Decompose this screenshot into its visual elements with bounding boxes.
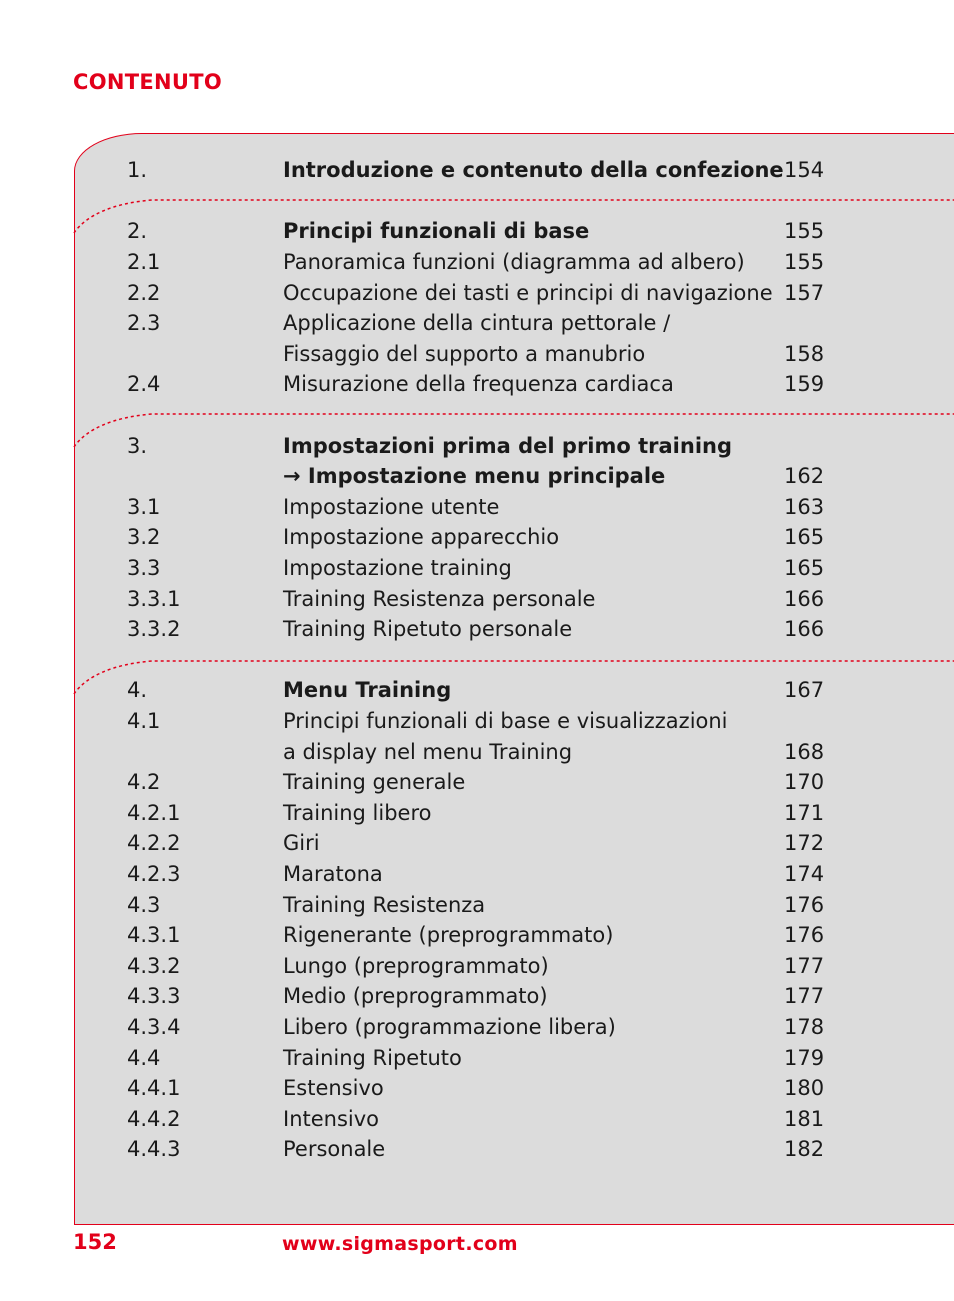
toc-page-number: 165: [784, 556, 825, 580]
toc-entry[interactable]: [0, 369, 954, 399]
toc-entry[interactable]: [0, 706, 954, 736]
toc-number: 4.2.3: [127, 862, 181, 886]
section-divider: [74, 395, 954, 435]
toc-number: 4.1: [127, 709, 161, 733]
toc-entry[interactable]: [0, 737, 954, 767]
toc-entry[interactable]: [0, 951, 954, 981]
toc-title: Maratona: [283, 862, 383, 886]
toc-title: Impostazione apparecchio: [283, 525, 560, 549]
toc-page-number: 176: [784, 893, 825, 917]
website-link[interactable]: www.sigmasport.com: [282, 1233, 518, 1255]
toc-number: 4.3.3: [127, 984, 181, 1008]
toc-page-number: 168: [784, 740, 825, 764]
toc-number: 2.: [127, 219, 148, 243]
toc-page-number: 170: [784, 770, 825, 794]
toc-number: 4.3: [127, 893, 161, 917]
toc-entry[interactable]: [0, 981, 954, 1011]
toc-number: 4.2: [127, 770, 161, 794]
toc-page-number: 163: [784, 495, 825, 519]
toc-number: 1.: [127, 158, 148, 182]
toc-title: Training Ripetuto: [283, 1046, 462, 1070]
toc-entry[interactable]: [0, 247, 954, 277]
toc-page-number: 157: [784, 281, 825, 305]
toc-entry[interactable]: [0, 492, 954, 522]
toc-entry[interactable]: [0, 1043, 954, 1073]
toc-title: Training Resistenza: [283, 893, 486, 917]
toc-entry[interactable]: [0, 920, 954, 950]
toc-entry[interactable]: [0, 278, 954, 308]
toc-title: Training generale: [283, 770, 466, 794]
toc-title: Impostazione utente: [283, 495, 500, 519]
toc-entry[interactable]: [0, 798, 954, 828]
toc-entry[interactable]: [0, 1073, 954, 1103]
toc-page-number: 165: [784, 525, 825, 549]
toc-title: Personale: [283, 1137, 386, 1161]
toc-entry[interactable]: [0, 1104, 954, 1134]
toc-title: Estensivo: [283, 1076, 384, 1100]
toc-title: Misurazione della frequenza cardiaca: [283, 372, 674, 396]
toc-title: Applicazione della cintura pettorale /: [283, 311, 671, 335]
toc-entry[interactable]: [0, 339, 954, 369]
toc-page-number: 176: [784, 923, 825, 947]
toc-entry[interactable]: [0, 522, 954, 552]
toc-entry[interactable]: [0, 155, 954, 185]
toc-entry[interactable]: [0, 553, 954, 583]
toc-title: Impostazioni prima del primo training: [283, 434, 733, 458]
toc-page-number: 177: [784, 954, 825, 978]
toc-page-number: 179: [784, 1046, 825, 1070]
toc-page-number: 154: [784, 158, 825, 182]
toc-page-number: 182: [784, 1137, 825, 1161]
toc-entry[interactable]: [0, 767, 954, 797]
toc-entry[interactable]: [0, 890, 954, 920]
toc-number: 2.4: [127, 372, 161, 396]
toc-page-number: 167: [784, 678, 825, 702]
toc-number: 3.1: [127, 495, 161, 519]
toc-page-number: 166: [784, 617, 825, 641]
toc-number: 4.4.3: [127, 1137, 181, 1161]
toc-page-number: 177: [784, 984, 825, 1008]
toc-title: Menu Training: [283, 678, 452, 702]
toc-page-number: 155: [784, 219, 825, 243]
toc-number: 3.: [127, 434, 148, 458]
toc-number: 4.3.2: [127, 954, 181, 978]
toc-entry[interactable]: [0, 431, 954, 461]
toc-entry[interactable]: [0, 461, 954, 491]
toc-title: → Impostazione menu principale: [283, 464, 666, 488]
toc-page-number: 155: [784, 250, 825, 274]
toc-entry[interactable]: [0, 614, 954, 644]
toc-title: a display nel menu Training: [283, 740, 573, 764]
toc-title: Training Ripetuto personale: [283, 617, 573, 641]
toc-entry[interactable]: [0, 675, 954, 705]
toc-entry[interactable]: [0, 1012, 954, 1042]
toc-page-number: 171: [784, 801, 825, 825]
toc-number: 4.3.4: [127, 1015, 181, 1039]
toc-page-number: 166: [784, 587, 825, 611]
toc-number: 3.3.2: [127, 617, 181, 641]
toc-number: 4.4: [127, 1046, 161, 1070]
toc-number: 3.3: [127, 556, 161, 580]
toc-title: Impostazione training: [283, 556, 512, 580]
toc-title: Principi funzionali di base: [283, 219, 590, 243]
toc-number: 4.4.1: [127, 1076, 181, 1100]
toc-number: 4.2.2: [127, 831, 181, 855]
toc-entry[interactable]: [0, 828, 954, 858]
toc-page-number: 174: [784, 862, 825, 886]
toc-entry[interactable]: [0, 584, 954, 614]
toc-page-number: 158: [784, 342, 825, 366]
toc-page-number: 180: [784, 1076, 825, 1100]
section-divider: [74, 181, 954, 221]
toc-number: 2.1: [127, 250, 161, 274]
page-number: 152: [73, 1230, 117, 1254]
page-title: CONTENUTO: [73, 70, 223, 94]
toc-number: 3.3.1: [127, 587, 181, 611]
toc-page-number: 172: [784, 831, 825, 855]
toc-title: Training Resistenza personale: [283, 587, 596, 611]
toc-page-number: 159: [784, 372, 825, 396]
toc-entry[interactable]: [0, 216, 954, 246]
toc-title: Fissaggio del supporto a manubrio: [283, 342, 646, 366]
toc-page-number: 162: [784, 464, 825, 488]
toc-number: 4.3.1: [127, 923, 181, 947]
toc-page-number: 178: [784, 1015, 825, 1039]
toc-entry[interactable]: [0, 859, 954, 889]
toc-page-number: 181: [784, 1107, 825, 1131]
toc-title: Panoramica funzioni (diagramma ad albero): [283, 250, 745, 274]
toc-title: Intensivo: [283, 1107, 380, 1131]
toc-number: 4.2.1: [127, 801, 181, 825]
toc-entry[interactable]: [0, 1134, 954, 1164]
toc-title: Training libero: [283, 801, 432, 825]
toc-number: 2.3: [127, 311, 161, 335]
toc-number: 4.4.2: [127, 1107, 181, 1131]
toc-title: Medio (preprogrammato): [283, 984, 548, 1008]
toc-title: Principi funzionali di base e visualizzazioni: [283, 709, 728, 733]
toc-title: Libero (programmazione libera): [283, 1015, 616, 1039]
toc-number: 4.: [127, 678, 148, 702]
toc-number: 3.2: [127, 525, 161, 549]
toc-title: Giri: [283, 831, 320, 855]
toc-number: 2.2: [127, 281, 161, 305]
toc-title: Lungo (preprogrammato): [283, 954, 549, 978]
toc-title: Occupazione dei tasti e principi di navigazione: [283, 281, 773, 305]
toc-entry[interactable]: [0, 308, 954, 338]
toc-title: Rigenerante (preprogrammato): [283, 923, 614, 947]
toc-title: Introduzione e contenuto della confezione: [283, 158, 784, 182]
